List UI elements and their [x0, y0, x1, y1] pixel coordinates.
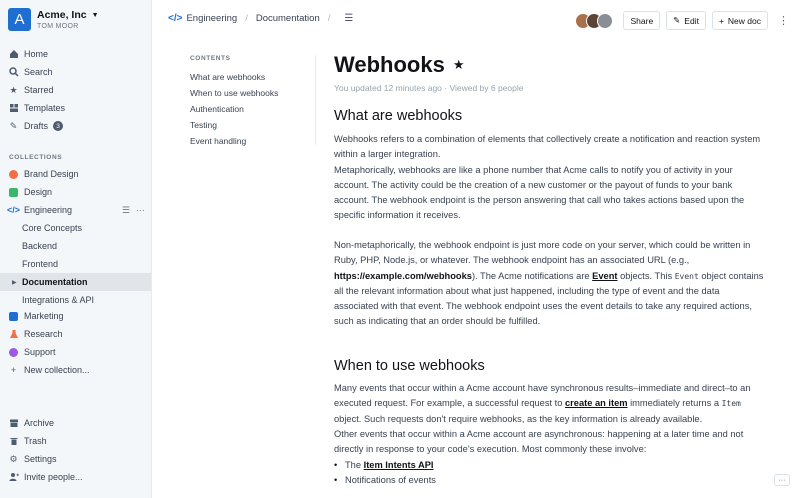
heading-what-are-webhooks: What are webhooks: [334, 108, 463, 124]
template-icon: [8, 103, 19, 114]
item-intents-api-link[interactable]: Item Intents API: [363, 460, 434, 470]
paragraph: Other events that occur within a Acme account are asynchronous: happening at a later time and not directly in response to your code's execution. Most commonly these involve:: [334, 429, 744, 455]
create-item-link[interactable]: create an item: [565, 398, 628, 409]
collection-engineering[interactable]: </> Engineering ☰ ···: [7, 204, 145, 215]
collection-brand-design[interactable]: Brand Design: [0, 165, 151, 183]
new-collection-button[interactable]: + New collection...: [0, 361, 151, 379]
toc-item[interactable]: Testing: [190, 120, 217, 130]
event-link[interactable]: Event: [592, 270, 618, 281]
caret-down-icon: ▼: [91, 11, 99, 19]
pencil-icon: ✎: [673, 15, 681, 25]
user-name: TOM MOOR: [37, 23, 79, 30]
gear-icon: ⚙: [9, 453, 18, 464]
sidebar: [0, 0, 152, 498]
inline-code: Event: [674, 271, 699, 281]
share-button[interactable]: Share: [623, 11, 660, 30]
code-icon: </>: [7, 205, 21, 215]
paragraph: Non-metaphorically, the webhook endpoint is just more code on your server, which could be written in Ruby, PHP, Node.js, or whatever. The webhook endpoint has an associated URL (e.g., https://example.com/webhooks). The Acme notifications are Event objects. This Event object contains all the relevant information about what just happened, including the type of event and the data associated with that event. The webhook endpoint uses the event details to take any required actions, such as indicating that an order should be fulfilled.: [334, 240, 764, 327]
doc-documentation[interactable]: ▶ Documentation: [0, 273, 151, 291]
edit-button[interactable]: ✎ Edit: [666, 11, 706, 30]
disclosure-arrow-icon[interactable]: ▶: [12, 279, 17, 286]
nav-templates[interactable]: Templates: [0, 99, 151, 117]
breadcrumb-collection[interactable]: Engineering: [186, 13, 238, 24]
doc-frontend[interactable]: Frontend: [22, 259, 59, 269]
user-plus-icon: [8, 472, 19, 483]
more-options-icon[interactable]: ···: [774, 474, 790, 486]
document-title[interactable]: Webhooks: [334, 52, 445, 77]
collaborator-avatars[interactable]: [575, 13, 613, 29]
collection-icon: [8, 187, 19, 198]
nav-home[interactable]: Home: [0, 45, 151, 63]
nav-search[interactable]: Search: [0, 63, 151, 81]
pencil-icon: ✎: [9, 120, 18, 131]
list-item: • The Item Intents API: [334, 458, 436, 473]
paragraph: Webhooks refers to a combination of elements that collectively create a notification and reaction system within a larger integration.: [334, 134, 761, 160]
heading-when-to-use-webhooks: When to use webhooks: [334, 358, 485, 374]
collection-design[interactable]: Design: [0, 183, 151, 201]
list-item: • Notifications of events: [334, 473, 436, 488]
plus-icon: +: [10, 365, 17, 375]
collection-marketing[interactable]: Marketing: [0, 307, 151, 325]
toc-item[interactable]: What are webhooks: [190, 72, 266, 82]
bullet-list: [334, 458, 436, 489]
breadcrumb-document[interactable]: Documentation: [255, 13, 320, 24]
team-switcher[interactable]: [8, 8, 99, 31]
table-of-contents-icon[interactable]: ☰: [344, 13, 354, 24]
document-header: [152, 0, 800, 40]
search-icon: [8, 67, 19, 78]
avatar: [597, 13, 613, 29]
nav-invite-people[interactable]: Invite people...: [0, 468, 151, 486]
url-text: https://example.com/webhooks: [334, 270, 472, 281]
nav-archive[interactable]: Archive: [0, 414, 151, 432]
toc-item[interactable]: Authentication: [190, 104, 244, 114]
drafts-count-badge: 3: [53, 121, 63, 131]
nav-settings[interactable]: ⚙ Settings: [9, 453, 57, 464]
nav-starred[interactable]: ★ Starred: [9, 84, 54, 95]
palette-icon: [8, 169, 19, 180]
star-icon[interactable]: ★: [452, 57, 465, 72]
team-name: Acme, Inc: [37, 9, 87, 21]
paragraph: Metaphorically, webhooks are like a phone number that Acme calls to notify you of activity in your account. The activity could be the creation of a new customer or the payout of funds to your bank account. The webhook endpoint is the person answering that call who takes actions based upon the specific information it receives.: [334, 164, 745, 221]
new-doc-button[interactable]: + New doc: [712, 11, 768, 30]
star-icon: ★: [9, 84, 18, 95]
inline-code: Item: [721, 399, 741, 409]
collection-icon: [8, 311, 19, 322]
doc-backend[interactable]: Backend: [22, 241, 58, 251]
breadcrumb: </> Engineering / Documentation / ☰: [168, 13, 354, 24]
plus-icon: +: [718, 15, 724, 26]
more-icon[interactable]: ···: [136, 204, 145, 215]
flask-icon: [8, 329, 19, 340]
trash-icon: [8, 436, 19, 447]
nav-trash[interactable]: Trash: [0, 432, 151, 450]
doc-integrations-api[interactable]: Integrations & API: [22, 295, 95, 305]
paragraph: Many events that occur within a Acme account have synchronous results–immediate and direct–to an executed request. For example, a successful request to create an item immediately returns a Item object. Such requests don't require webhooks, as the key information is already available.: [334, 383, 751, 424]
archive-icon: [8, 418, 19, 429]
collection-support[interactable]: Support: [0, 343, 151, 361]
code-icon: </>: [168, 13, 183, 24]
lightbulb-icon: [8, 347, 19, 358]
toc-item[interactable]: Event handling: [190, 136, 247, 146]
toc-title: CONTENTS: [190, 55, 231, 62]
table-of-contents: [190, 55, 316, 145]
more-options-icon[interactable]: ⋮: [778, 15, 790, 27]
collection-research[interactable]: Research: [0, 325, 151, 343]
doc-core-concepts[interactable]: Core Concepts: [22, 223, 83, 233]
sort-icon[interactable]: ☰: [121, 204, 130, 215]
document-meta: You updated 12 minutes ago · Viewed by 6 people: [334, 83, 524, 93]
team-logo: A: [8, 8, 31, 31]
home-icon: [8, 49, 19, 60]
collections-label: COLLECTIONS: [9, 154, 63, 161]
toc-item[interactable]: When to use webhooks: [190, 88, 279, 98]
nav-drafts[interactable]: ✎ Drafts 3: [0, 117, 151, 135]
